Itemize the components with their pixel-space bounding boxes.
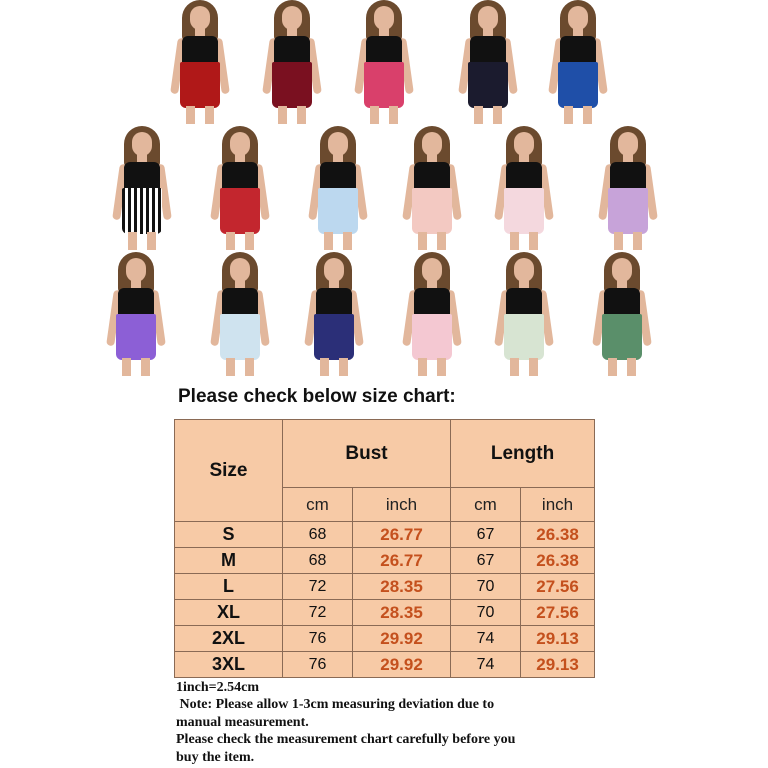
bust-inch-value: 26.77	[353, 522, 451, 548]
bust-inch-value: 29.92	[353, 626, 451, 652]
gallery-row-2	[0, 126, 768, 250]
table-row	[175, 626, 595, 652]
product-photo	[252, 0, 332, 124]
length-cm-value: 74	[451, 652, 521, 678]
length-inch-value: 29.13	[521, 626, 595, 652]
size-header: Size	[175, 420, 283, 522]
gallery-row-1	[0, 0, 768, 124]
length-header: Length	[451, 420, 595, 488]
deviation-note: Note: Please allow 1-3cm measuring deviation due to	[176, 697, 495, 713]
bust-cm-value: 68	[283, 548, 353, 574]
product-photo	[484, 252, 564, 376]
bust-inch-header: inch	[353, 488, 451, 522]
bust-cm-header: cm	[283, 488, 353, 522]
size-chart-heading: Please check below size chart:	[178, 386, 456, 407]
deviation-note-cont: manual measurement.	[176, 714, 309, 730]
product-photo	[200, 126, 280, 250]
table-row	[175, 548, 595, 574]
size-value: S	[175, 522, 283, 548]
table-row	[175, 522, 595, 548]
length-inch-header: inch	[521, 488, 595, 522]
product-photo	[298, 126, 378, 250]
table-row	[175, 600, 595, 626]
bust-cm-value: 72	[283, 574, 353, 600]
product-photo	[588, 126, 668, 250]
product-photo	[294, 252, 374, 376]
length-cm-value: 70	[451, 574, 521, 600]
bust-inch-value: 28.35	[353, 574, 451, 600]
length-cm-value: 67	[451, 548, 521, 574]
product-photo	[200, 252, 280, 376]
bust-cm-value: 76	[283, 626, 353, 652]
bust-inch-value: 28.35	[353, 600, 451, 626]
check-chart-note-cont: buy the item.	[176, 749, 255, 765]
bust-cm-value: 76	[283, 652, 353, 678]
product-photo	[448, 0, 528, 124]
size-value: 3XL	[175, 652, 283, 678]
length-cm-value: 74	[451, 626, 521, 652]
check-chart-note: Please check the measurement chart carefully before you	[176, 732, 516, 748]
length-inch-value: 27.56	[521, 574, 595, 600]
bust-cm-value: 72	[283, 600, 353, 626]
product-photo	[582, 252, 662, 376]
product-photo	[484, 126, 564, 250]
length-cm-header: cm	[451, 488, 521, 522]
length-cm-value: 67	[451, 522, 521, 548]
product-photo	[392, 252, 472, 376]
size-value: 2XL	[175, 626, 283, 652]
size-chart-table	[174, 419, 595, 678]
size-value: L	[175, 574, 283, 600]
product-photo	[538, 0, 618, 124]
length-cm-value: 70	[451, 600, 521, 626]
length-inch-value: 26.38	[521, 548, 595, 574]
bust-inch-value: 29.92	[353, 652, 451, 678]
product-photo	[96, 252, 176, 376]
size-value: XL	[175, 600, 283, 626]
bust-header: Bust	[283, 420, 451, 488]
size-value: M	[175, 548, 283, 574]
bust-inch-value: 26.77	[353, 548, 451, 574]
product-photo	[392, 126, 472, 250]
table-row	[175, 574, 595, 600]
product-photo	[102, 126, 182, 250]
conversion-note: 1inch=2.54cm	[176, 680, 260, 695]
notes-block	[176, 679, 616, 766]
length-inch-value: 29.13	[521, 652, 595, 678]
length-inch-value: 26.38	[521, 522, 595, 548]
length-inch-value: 27.56	[521, 600, 595, 626]
table-row	[175, 652, 595, 678]
product-photo	[344, 0, 424, 124]
gallery-row-3	[0, 252, 768, 376]
bust-cm-value: 68	[283, 522, 353, 548]
product-photo	[160, 0, 240, 124]
